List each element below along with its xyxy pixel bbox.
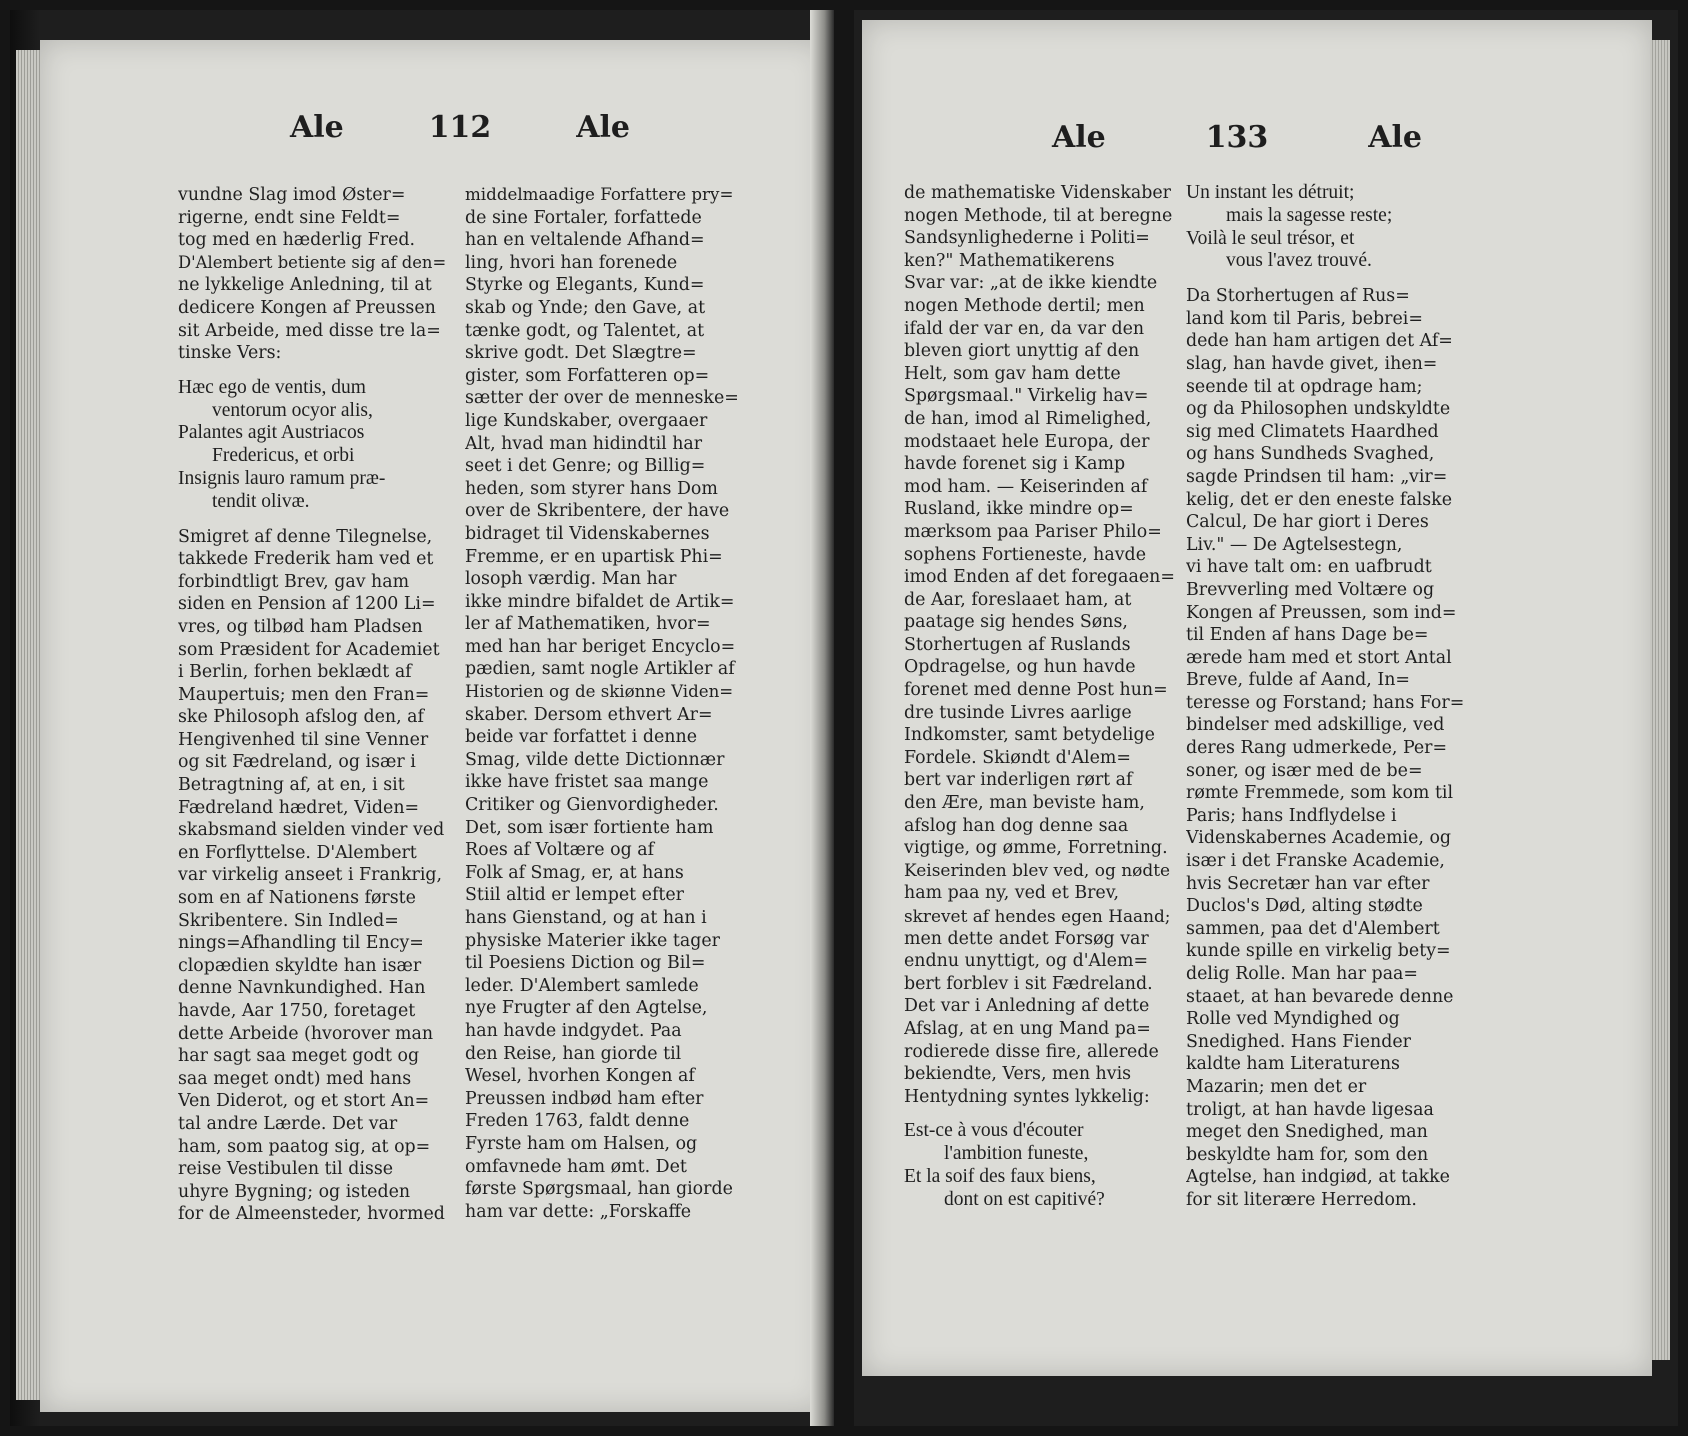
text-line: leder. D'Alembert samlede [465, 975, 699, 996]
verse-line: vous l'avez trouvé. [1226, 250, 1372, 272]
text-line: men dette andet Forsøg var [904, 928, 1149, 949]
text-line: Det var i Anledning af dette [904, 996, 1150, 1017]
text-line: ne lykkelige Anledning, til at [178, 275, 432, 296]
text-line: den Ære, man beviste ham, [904, 793, 1145, 814]
french-verse [1186, 182, 1464, 273]
text-line: sætter der over de menneske= [465, 388, 739, 409]
verse-line: ventorum ocyor alis, [212, 399, 373, 421]
text-line: delig Rolle. Man har paa= [1186, 964, 1418, 984]
verse-line: Palantes agit Austriacos [178, 422, 365, 444]
text-line: Calcul, De har giort i Deres [1186, 512, 1429, 533]
text-line: Helt, som gav ham dette [904, 363, 1121, 384]
text-line: Styrke og Elegants, Kund= [465, 275, 705, 296]
verse-line: Est-ce à vous d'écouter [904, 1120, 1084, 1142]
verse-line: Hæc ego de ventis, dum [178, 376, 366, 398]
text-line: Det, som især fortiente ham [465, 817, 714, 838]
text-line: Spørgsmaal." Virkelig hav= [904, 386, 1149, 407]
text-line: Kongen af Preussen, som ind= [1186, 602, 1457, 623]
verse-line: Voilà le seul trésor, et [1186, 227, 1355, 249]
text-line: til Poesiens Diction og Bil= [465, 953, 706, 974]
text-line: beide var forfattet i denne [465, 727, 697, 748]
text-line: bindelser med adskillige, ved [1186, 715, 1445, 736]
text-line: saa meget ondt) med hans [178, 1068, 412, 1089]
header-left-word: Ale [1052, 120, 1106, 155]
text-line: Betragtning af, at en, i sit [178, 775, 405, 796]
text-line: sig med Climatets Haardhed [1186, 421, 1439, 442]
text-line: dedicere Kongen af Preussen [178, 297, 436, 318]
text-line: paatage sig hendes Søns, [904, 612, 1128, 633]
text-line: Storhertugen af Ruslands [904, 634, 1131, 655]
text-line: Opdragelse, og hun havde [904, 657, 1136, 678]
text-line: Skribentere. Sin Indled= [178, 910, 399, 931]
running-header [290, 110, 630, 145]
text-line: skrive godt. Det Slægtre= [465, 343, 697, 364]
page-number: 133 [1205, 120, 1269, 155]
text-line: kelig, det er den eneste falske [1186, 489, 1453, 510]
text-line: som Præsident for Academiet [178, 639, 440, 660]
text-line: tænke godt, og Talentet, at [465, 320, 705, 341]
paragraph [1186, 285, 1464, 1211]
text-line: Rusland, ikke mindre op= [904, 499, 1134, 520]
page-number: 112 [428, 110, 492, 145]
text-line: Videnskabernes Academie, og [1186, 828, 1452, 849]
text-line: var virkelig anseet i Frankrig, [178, 865, 443, 886]
text-line: bert forblev i sit Fædreland. [904, 973, 1153, 994]
text-line: især i det Franske Academie, [1186, 851, 1445, 872]
text-line: tog med en hæderlig Fred. [178, 230, 415, 251]
text-line: Wesel, hvorhen Kongen af [465, 1066, 695, 1087]
text-line: Snedighed. Hans Fiender [1186, 1031, 1411, 1052]
text-line: dette Arbeide (hvorover man [178, 1023, 434, 1044]
text-line: beskyldte ham for, som den [1186, 1144, 1429, 1165]
text-line: skrevet af hendes egen Haand; [904, 906, 1171, 926]
text-line: ham paa ny, ved et Brev, [904, 883, 1120, 904]
text-line: for sit literære Herredom. [1186, 1189, 1417, 1210]
text-line: Liv." — De Agtelsestegn, [1186, 534, 1403, 555]
text-line: nye Frugter af den Agtelse, [465, 998, 708, 1019]
text-line: Folk af Smag, er, at hans [465, 862, 684, 883]
text-line: Duclos's Død, alting stødte [1186, 896, 1423, 917]
text-line: Ven Diderot, og et stort An= [178, 1091, 430, 1112]
text-line: dede han ham artigen det Af= [1186, 331, 1453, 352]
text-line: vi have talt om: en uafbrudt [1186, 557, 1432, 578]
text-line: Mazarin; men det er [1186, 1076, 1367, 1097]
text-line: Alt, hvad man hidindtil har [465, 433, 703, 454]
text-line: Roes af Voltære og af [465, 840, 655, 861]
text-line: Breve, fulde af Aand, In= [1186, 670, 1410, 691]
text-line: første Spørgsmaal, han giorde [465, 1179, 733, 1200]
text-line: slag, han havde givet, ihen= [1186, 353, 1438, 374]
text-line: forbindtligt Brev, gav ham [178, 571, 410, 592]
text-line: omfavnede ham ømt. Det [465, 1156, 687, 1177]
text-line: takkede Frederik ham ved et [178, 549, 434, 570]
text-line: Agtelse, han indgiød, at takke [1186, 1167, 1450, 1188]
text-line: den Reise, han giorde til [465, 1043, 682, 1064]
text-line: afslog han dog denne saa [904, 815, 1129, 836]
text-line: ham var dette: „Forskaffe [465, 1201, 692, 1222]
text-line: ham, som paatog sig, at op= [178, 1136, 431, 1157]
text-line: modstaaet hele Europa, der [904, 431, 1150, 452]
page-edges [1650, 40, 1670, 1360]
text-line: land kom til Paris, bebrei= [1186, 308, 1423, 329]
text-line: tal andre Lærde. Det var [178, 1113, 398, 1134]
text-line: ikke have fristet saa mange [465, 772, 709, 793]
text-line: rodierede disse fire, allerede [904, 1041, 1159, 1062]
text-line: staaet, at han bevarede denne [1186, 986, 1454, 1007]
text-line: Rolle ved Myndighed og [1186, 1009, 1400, 1030]
text-line: forenet med denne Post hun= [904, 680, 1168, 701]
text-line: deres Rang udmerkede, Per= [1186, 738, 1448, 759]
paragraph [178, 526, 452, 1226]
text-line: han havde indgydet. Paa [465, 1020, 682, 1041]
text-line: tinske Vers: [178, 343, 282, 364]
text-line: Indkomster, samt betydelige [904, 725, 1155, 746]
text-line: Stiil altid er lempet efter [465, 885, 684, 906]
text-line: de Aar, foreslaaet ham, at [904, 589, 1132, 610]
text-line: Svar var: „at de ikke kiendte [904, 273, 1158, 294]
text-line: ifald der var en, da var den [904, 318, 1145, 339]
header-right-word: Ale [1368, 120, 1422, 155]
text-line: sit Arbeide, med disse tre la= [178, 320, 441, 341]
text-line: de han, imod al Rimelighed, [904, 408, 1152, 429]
text-line: Historien og de skiønne Viden= [465, 682, 734, 702]
text-line: Fremme, er en upartisk Phi= [465, 546, 723, 567]
text-line: over de Skribentere, der have [465, 501, 730, 522]
text-line: ske Philosoph afslog den, af [178, 707, 424, 728]
text-line: losoph værdig. Man har [465, 569, 677, 590]
text-line: mærksom paa Pariser Philo= [904, 521, 1162, 542]
text-line: og sit Fædreland, og især i [178, 752, 416, 773]
text-line: middelmaadige Forfattere pry= [465, 185, 734, 204]
verse-line: tendit olivæ. [212, 490, 310, 512]
verse-line: Et la soif des faux biens, [904, 1165, 1096, 1187]
text-line: med han har beriget Encyclo= [465, 636, 736, 657]
text-line: havde, Aar 1750, foretaget [178, 1001, 416, 1021]
text-line: uhyre Bygning; og isteden [178, 1181, 411, 1202]
text-line: bleven giort unyttig af den [904, 341, 1140, 362]
text-line: havde forenet sig i Kamp [904, 454, 1126, 475]
text-line: reise Vestibulen til disse [178, 1159, 394, 1180]
text-line: ikke mindre bifaldet de Artik= [465, 591, 735, 612]
text-line: Afslag, at en ung Mand pa= [904, 1018, 1151, 1039]
book-gutter [810, 10, 834, 1426]
text-line: siden en Pension af 1200 Li= [178, 594, 436, 615]
text-line: mod ham. — Keiserinden af [904, 476, 1148, 497]
text-line: Smag, vilde dette Dictionnær [465, 749, 725, 770]
text-line: nings=Afhandling til Ency= [178, 933, 424, 954]
text-line: de sine Fortaler, forfattede [465, 207, 702, 228]
text-line: Brevverling med Voltære og [1186, 579, 1435, 600]
paragraph [904, 182, 1176, 1108]
text-line: skabsmand sielden vinder ved [178, 820, 445, 841]
text-line: skab og Ynde; den Gave, at [465, 297, 706, 318]
text-line: har sagt saa meget godt og [178, 1046, 420, 1067]
text-column-right [465, 184, 739, 1223]
verse-line: Insignis lauro ramum præ- [178, 467, 386, 489]
text-line: teresse og Forstand; hans For= [1186, 692, 1464, 713]
text-line: Maupertuis; men den Fran= [178, 684, 430, 705]
text-line: sophens Fortieneste, havde [904, 544, 1146, 565]
text-line: ling, hvori han forenede [465, 252, 678, 273]
text-line: nogen Methode dertil; men [904, 295, 1145, 316]
text-line: troligt, at han havde ligesaa [1186, 1099, 1434, 1120]
text-line: nogen Methode, til at beregne [904, 205, 1173, 226]
text-line: seende til at opdrage ham; [1186, 376, 1423, 397]
text-line: seet i det Genre; og Billig= [465, 456, 706, 477]
running-header [1052, 120, 1422, 155]
text-line: ler af Mathematiken, hvor= [465, 614, 711, 635]
text-line: gister, som Forfatteren op= [465, 365, 710, 386]
text-line: dre tusinde Livres aarlige [904, 702, 1132, 723]
text-line: pædien, samt nogle Artikler af [465, 659, 735, 680]
text-line: de mathematiske Videnskaber [904, 183, 1171, 203]
text-line: bidraget til Videnskabernes [465, 523, 710, 544]
french-verse [904, 1120, 1176, 1211]
page-112 [40, 40, 824, 1412]
text-line: rømte Fremmede, som kom til [1186, 783, 1454, 804]
header-left-word: Ale [290, 110, 344, 145]
text-line: bekiendte, Vers, men hvis [904, 1064, 1132, 1085]
text-line: kunde spille en virkelig bety= [1186, 941, 1451, 962]
text-line: Keiserinden blev ved, og nødte [904, 860, 1171, 881]
latin-verse [178, 377, 452, 514]
text-line: i Berlin, forhen beklædt af [178, 662, 412, 683]
text-line: vigtige, og ømme, Forretning. [904, 838, 1168, 859]
text-line: Freden 1763, faldt denne [465, 1111, 690, 1132]
text-column-left [178, 184, 452, 1226]
text-line: bert var inderligen rørt af [904, 770, 1133, 791]
text-line: for de Almeensteder, hvormed [178, 1204, 445, 1225]
text-line: hans Gienstand, og at han i [465, 908, 707, 928]
text-line: som en af Nationens første [178, 888, 416, 909]
text-line: Fyrste ham om Halsen, og [465, 1133, 698, 1154]
text-line: hvis Secretær han var efter [1186, 873, 1430, 894]
text-line: og da Philosophen undskyldte [1186, 399, 1451, 420]
page-133 [862, 20, 1652, 1376]
text-line: en Forflyttelse. D'Alembert [178, 842, 417, 863]
text-line: Hentydning syntes lykkelig: [904, 1086, 1150, 1107]
text-line: kaldte ham Literaturens [1186, 1054, 1400, 1075]
text-line: meget den Snedighed, man [1186, 1122, 1428, 1143]
text-line: clopædien skyldte han især [178, 955, 422, 976]
text-line: sagde Prindsen til ham: „vir= [1186, 466, 1448, 487]
text-line: til Enden af hans Dage be= [1186, 625, 1429, 646]
text-line: og hans Sundheds Svaghed, [1186, 444, 1435, 465]
text-line: heden, som styrer hans Dom [465, 478, 718, 499]
text-line: physiske Materier ikke tager [465, 930, 720, 951]
text-line: Preussen indbød ham efter [465, 1088, 704, 1109]
text-line: ken?" Mathematikerens [904, 250, 1115, 271]
text-line: ærede ham med et stort Antal [1186, 647, 1452, 668]
text-column-left [904, 182, 1176, 1212]
text-column-right [1186, 182, 1464, 1212]
text-line: sammen, paa det d'Alembert [1186, 918, 1440, 939]
verse-line: Fredericus, et orbi [212, 445, 355, 467]
text-line: han en veltalende Afhand= [465, 230, 705, 251]
text-line: denne Navnkundighed. Han [178, 978, 426, 999]
text-line: rigerne, endt sine Feldt= [178, 207, 401, 228]
header-right-word: Ale [576, 110, 630, 145]
text-line: Sandsynlighederne i Politi= [904, 228, 1150, 249]
left-page-scan [10, 10, 834, 1426]
text-line: skaber. Dersom ethvert Ar= [465, 704, 713, 725]
verse-line: dont on est capitivé? [944, 1188, 1105, 1210]
text-line: D'Alembert betiente sig af den= [178, 252, 447, 272]
text-line: endnu unyttigt, og d'Alem= [904, 951, 1149, 972]
text-line: vres, og tilbød ham Pladsen [178, 616, 423, 637]
right-page-scan [854, 10, 1678, 1426]
paragraph [178, 184, 452, 365]
text-line: Da Storhertugen af Rus= [1186, 286, 1410, 307]
text-line: vundne Slag imod Øster= [178, 185, 406, 205]
text-line: lige Kundskaber, overgaaer [465, 410, 708, 431]
verse-line: mais la sagesse reste; [1226, 204, 1393, 226]
text-line: Fædreland hædret, Viden= [178, 797, 420, 818]
text-line: Paris; hans Indflydelse i [1186, 805, 1397, 826]
text-line: Smigret af denne Tilegnelse, [178, 526, 433, 547]
verse-line: Un instant les détruit; [1186, 182, 1355, 203]
text-line: Hengivenhed til sine Venner [178, 729, 429, 750]
text-line: imod Enden af det foregaaen= [904, 567, 1175, 588]
text-line: Critiker og Gienvordigheder. [465, 795, 719, 816]
text-line: Fordele. Skiøndt d'Alem= [904, 747, 1131, 768]
verse-line: l'ambition funeste, [944, 1143, 1089, 1165]
text-line: soner, og især med de be= [1186, 760, 1423, 781]
